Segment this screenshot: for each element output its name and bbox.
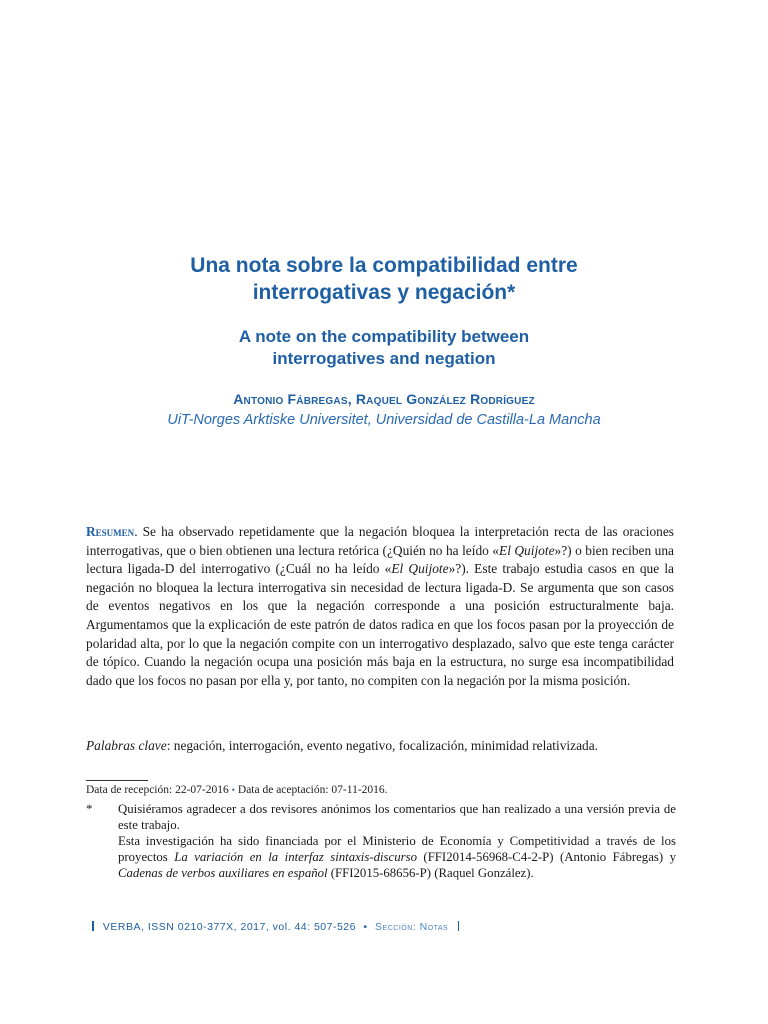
- title-spanish-line2: interrogativas y negación*: [252, 281, 516, 304]
- funding-project-2: Cadenas de verbos auxiliares en español: [118, 866, 328, 880]
- abstract-text-1: . Se ha observado repetidamente que la negación bloquea la interpretación recta de las oraciones interrogativas, que o bien obtienen una lectura retórica (¿Quién no ha leído «: [86, 524, 674, 558]
- footer-journal: VERBA, ISSN 0210-377X, 2017, vol. 44: 507-526: [102, 921, 356, 933]
- footer-left-bar: [92, 921, 94, 931]
- dates-line: [86, 783, 388, 798]
- abstract-title-2: El Quijote: [391, 561, 449, 577]
- date-separator: •: [231, 785, 235, 795]
- footnote-acknowledgement: Quisiéramos agradecer a dos revisores anónimos los comentarios que han realizado a una versión previa de este trabajo.: [118, 802, 676, 832]
- footnote-divider: [86, 780, 148, 781]
- funding-text-2: (FFI2014-56968-C4-2-P) (Antonio Fábregas) y: [416, 850, 676, 864]
- authors: Antonio Fábregas, Raquel González Rodríguez: [233, 391, 535, 407]
- footer-section-label: Sección:: [375, 921, 417, 933]
- keywords-text: : negación, interrogación, evento negativo, focalización, minimidad relativizada.: [166, 738, 599, 753]
- footnote-funding: [118, 833, 676, 881]
- footer-section-value: Notas: [419, 921, 449, 933]
- footer-right-bar: [458, 921, 460, 931]
- footnote: [86, 801, 676, 881]
- title-english: [0, 326, 768, 370]
- affiliation: UiT-Norges Arktiske Universitet, Universidad de Castilla-La Mancha: [167, 412, 601, 428]
- keywords: [86, 737, 706, 755]
- abstract-label: Resumen: [86, 524, 135, 539]
- funding-text-3: (FFI2015-68656-P) (Raquel González).: [327, 866, 534, 880]
- date-received: Data de recepción: 22-07-2016: [86, 784, 229, 796]
- funding-project-1: La variación en la interfaz sintaxis-discurso: [174, 850, 417, 864]
- date-accepted: Data de aceptación: 07-11-2016.: [237, 784, 388, 796]
- title-english-line2: interrogatives and negation: [272, 349, 496, 368]
- title-spanish: [0, 252, 768, 306]
- running-footer: [86, 921, 465, 933]
- abstract: [86, 523, 674, 690]
- footer-dot: •: [363, 921, 368, 933]
- abstract-text-2: »?) o bien reciben una lectura ligada-D del interrogativo (¿Cuál no ha leído «: [86, 542, 674, 577]
- funding-text-1: Esta investigación ha sido financiada por el Ministerio de Economía y Competitividad a través de los proyectos: [118, 834, 676, 864]
- title-english-line1: A note on the compatibility between: [238, 327, 530, 346]
- keywords-label: Palabras clave: [86, 738, 167, 753]
- footnote-mark: *: [86, 802, 93, 816]
- title-spanish-line1: Una nota sobre la compatibilidad entre: [190, 254, 578, 277]
- abstract-title-1: El Quijote: [499, 542, 555, 558]
- abstract-text-3: »?). Este trabajo estudia casos en que la negación no bloquea la lectura interrogativa sin necesidad de lectura ligada-D. Se argumenta que son casos de eventos negativos en los que la negación corresponde a una posición estructuralmente baja. Argumentamos que la explicación de este patrón de datos radica en que los focos pasan por la proyección de polaridad alta, por lo que la negación compite con un interrogativo desplazado, salvo que este tenga carácter de tópico. Cuando la negación ocupa una posición más baja en la estructura, no surge esa incompatibilidad dado que los focos no pasan por ella y, por tanto, no compiten con la negación por la misma posición.: [86, 561, 674, 688]
